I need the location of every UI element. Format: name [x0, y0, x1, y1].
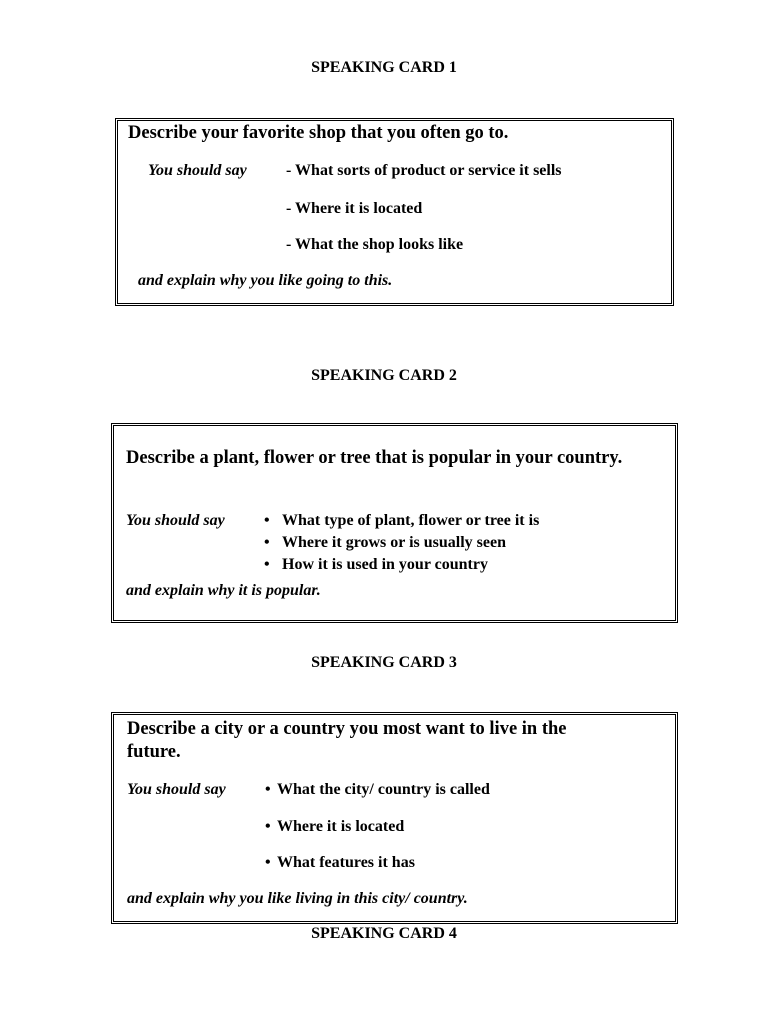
card-1-closing: and explain why you like going to this. — [138, 272, 393, 289]
card-4-heading: SPEAKING CARD 4 — [311, 925, 457, 942]
card-3-heading: SPEAKING CARD 3 — [311, 654, 457, 671]
card-2-bullet-3: • — [264, 556, 270, 573]
card-2-point-1: What type of plant, flower or tree it is — [282, 512, 540, 529]
card-2-point-3: How it is used in your country — [282, 556, 488, 573]
card-3-you-should-say: You should say — [127, 781, 226, 798]
card-1-point-2: - Where it is located — [286, 200, 423, 217]
card-2-heading: SPEAKING CARD 2 — [311, 367, 457, 384]
card-3-bullet-1: • — [265, 781, 271, 798]
card-3-bullet-3: • — [265, 854, 271, 871]
speaking-card-3 — [111, 712, 678, 924]
card-3-point-2: Where it is located — [277, 818, 405, 835]
card-3-closing: and explain why you like living in this city/ country. — [127, 890, 468, 907]
speaking-card-2 — [111, 423, 678, 623]
card-3-point-1: What the city/ country is called — [277, 781, 490, 798]
card-3-point-3: What features it has — [277, 854, 415, 871]
card-2-bullet-1: • — [264, 512, 270, 529]
card-2-you-should-say: You should say — [126, 512, 225, 529]
card-3-bullet-2: • — [265, 818, 271, 835]
card-1-point-1: - What sorts of product or service it sells — [286, 162, 562, 179]
card-2-point-2: Where it grows or is usually seen — [282, 534, 507, 551]
speaking-card-1 — [115, 118, 674, 306]
card-1-you-should-say: You should say — [148, 162, 247, 179]
card-1-point-3: - What the shop looks like — [286, 236, 464, 253]
card-2-bullet-2: • — [264, 534, 270, 551]
card-2-closing: and explain why it is popular. — [126, 582, 321, 599]
card-1-heading: SPEAKING CARD 1 — [311, 59, 457, 76]
card-2-topic: Describe a plant, flower or tree that is popular in your country. — [126, 448, 623, 468]
card-1-topic: Describe your favorite shop that you often go to. — [128, 123, 509, 143]
card-3-topic: Describe a city or a country you most want to live in the future. — [127, 719, 567, 762]
